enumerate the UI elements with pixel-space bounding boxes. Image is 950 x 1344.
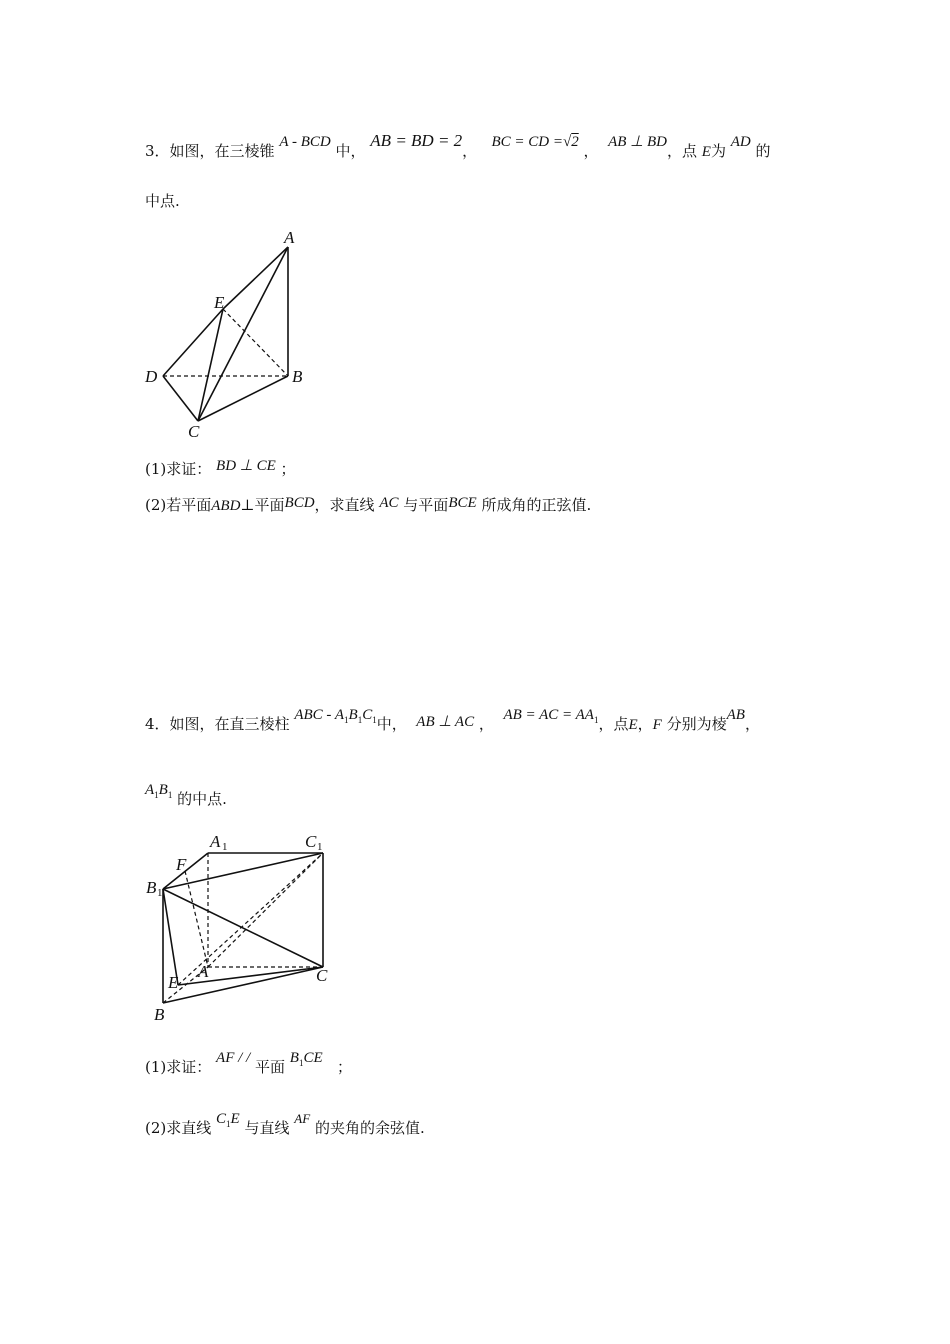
problem4-statement-line2 [145,782,227,809]
label-A: A [284,228,295,247]
problem4-question1 [145,1050,352,1077]
text: B [289,1050,299,1066]
text: 1 [372,715,377,725]
text: 与直线 [244,1119,290,1137]
label-A1: A [210,832,221,851]
problem3-statement-line1 [145,131,771,161]
text: ，求直线 [314,496,375,514]
text: 1 [167,790,173,800]
label-C: C [316,966,328,985]
text: AF / / [216,1050,251,1066]
text: (1)求证： [145,460,212,478]
text: 1 [593,715,599,725]
problem3-question2 [145,494,591,515]
text: ⊥ [240,496,255,514]
text: 的夹角的余弦值. [314,1119,425,1137]
text: 中， [335,142,366,160]
text: (2)求直线 [145,1119,212,1137]
text: AB [726,707,745,723]
text: E [628,717,638,733]
text: AD [730,134,751,150]
text: ， [583,142,599,160]
edge-DE [163,309,223,376]
label-E: E [168,973,179,992]
text: B [158,782,168,798]
text: A [145,782,155,798]
problem3-cond2: BC = CD =√2 [491,134,579,150]
text: 的 [755,142,771,160]
text: ； [280,460,296,478]
text: (2)若平面 [145,496,212,514]
text: 1 [317,841,323,853]
problem4-number: 4．如图，在直三棱柱 [145,715,290,733]
text: 1 [222,841,228,853]
text: ABD [211,498,241,514]
text: BCE [448,495,477,511]
text: 中点. [145,192,180,210]
text: 为 [710,142,726,160]
text: ABC - A [294,707,345,723]
text: F [652,717,662,733]
text: B [348,707,358,723]
text: 1 [298,1058,304,1068]
problem4-cond2 [503,707,598,723]
problem3-cond3: AB ⊥ BD [608,134,667,150]
text: E [701,144,711,160]
text: 1 [226,1119,231,1129]
label-B: B [292,367,303,386]
edge-DC [163,376,198,421]
text: ， [744,715,760,733]
text: ，点 [598,715,629,733]
text: C [362,707,373,723]
text: 1 [344,715,349,725]
text: 2 [571,134,579,150]
label-D: D [145,367,158,386]
text: 1 [357,715,363,725]
edge-EA [223,247,288,309]
text: 平面 [254,1058,285,1076]
edge-B1C [163,889,323,967]
text: BC = CD = [491,134,563,150]
edge-BC [163,967,323,1003]
text: AF [294,1111,311,1126]
edge-EB-dashed [223,309,288,376]
text: ； [336,1058,352,1076]
label-E: E [214,293,225,312]
text: 平面 [254,496,285,514]
problem4-prism [294,707,376,723]
text: AB = AC = AA [503,707,594,723]
text: CE [303,1050,323,1066]
problem4-figure [140,825,350,1035]
label-C1: C [305,832,317,851]
text: AC [379,495,399,511]
label-B1: B [146,878,157,897]
segment-A1B1 [145,782,172,798]
text: (1)求证： [145,1058,212,1076]
problem4-question2 [145,1111,425,1138]
text: 的中点. [177,790,227,808]
text: ， [478,715,494,733]
problem3-figure [135,225,325,445]
edge-CB [198,376,288,421]
edge-FA-dashed [185,871,208,967]
problem3-statement-line2 [145,190,180,211]
edge-AC1-dashed [208,853,323,967]
problem3-question1 [145,458,296,479]
text: ， [462,142,478,160]
text: BCD [284,495,315,511]
text: 所成角的正弦值. [481,496,592,514]
problem4-statement-line1 [145,707,760,734]
edge-EC [198,309,223,421]
edge-B1C1 [163,853,323,889]
problem4-cond1: AB ⊥ AC [416,714,475,730]
text: 1 [154,790,159,800]
text: 分别为棱 [666,715,727,733]
segment-C1E [216,1111,240,1127]
plane-B1CE [290,1050,323,1066]
text: E [230,1111,240,1127]
problem3-number: 3．如图，在三棱锥 [145,142,275,160]
text: 1 [157,887,163,899]
text: C [216,1111,227,1127]
label-F: F [176,855,187,874]
text: ， [637,715,653,733]
text: BD ⊥ CE [216,458,276,474]
label-C: C [188,422,200,441]
edge-B1E [163,889,178,985]
label-B: B [154,1005,165,1024]
text: ，点 [666,142,697,160]
problem3-pyramid: A - BCD [279,134,331,150]
text: 中， [376,715,407,733]
edge-AC [198,247,288,421]
text: 与平面 [403,496,449,514]
problem3-cond1: AB = BD = 2 [370,131,463,150]
label-A: A [198,962,209,981]
